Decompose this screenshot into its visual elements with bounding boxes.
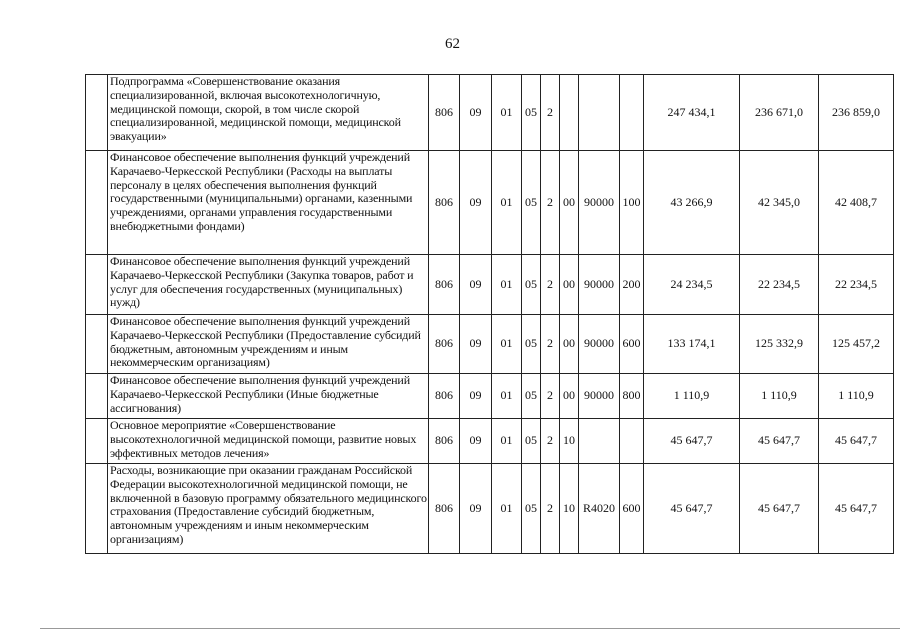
code-p1: 05: [522, 315, 541, 374]
code-gr: 806: [429, 374, 460, 419]
amount-year-2: 45 647,7: [740, 419, 819, 464]
table-row: [86, 151, 894, 255]
row-index-cell: [86, 151, 108, 255]
amount-year-1: 24 234,5: [644, 255, 740, 315]
code-vr: 100: [620, 151, 644, 255]
code-p2: 2: [541, 75, 560, 151]
table-row: [86, 419, 894, 464]
code-p2: 2: [541, 374, 560, 419]
table-row: [86, 255, 894, 315]
amount-year-3: 45 647,7: [819, 419, 894, 464]
code-p2: 2: [541, 255, 560, 315]
row-index-cell: [86, 315, 108, 374]
code-p2: 2: [541, 315, 560, 374]
item-name: Финансовое обеспечение выполнения функций учреждений Карачаево-Черкесской Республики (Закупка товаров, работ и услуг для обеспечения государственных (муниципальных) нужд): [108, 255, 429, 315]
amount-year-1: 133 174,1: [644, 315, 740, 374]
code-p2: 2: [541, 151, 560, 255]
code-vr: 600: [620, 315, 644, 374]
code-gr: 806: [429, 464, 460, 554]
budget-table: [85, 74, 894, 554]
amount-year-2: 45 647,7: [740, 464, 819, 554]
amount-year-2: 22 234,5: [740, 255, 819, 315]
amount-year-1: 45 647,7: [644, 464, 740, 554]
item-name: Основное мероприятие «Совершенствование высокотехнологичной медицинской помощи, развитие новых эффективных методов лечения»: [108, 419, 429, 464]
amount-year-3: 1 110,9: [819, 374, 894, 419]
code-p3: 10: [560, 464, 579, 554]
amount-year-1: 1 110,9: [644, 374, 740, 419]
code-p4: R4020: [579, 464, 620, 554]
item-name: Расходы, возникающие при оказании гражданам Российской Федерации высокотехнологичной медицинской помощи, не включенной в базовую программу обязательного медицинского страхования (Предоставление субсидий бюджетным, автономным учреждениям и иным некоммерческим организациям): [108, 464, 429, 554]
row-index-cell: [86, 419, 108, 464]
page-bottom-rule: [40, 628, 900, 629]
table-row: [86, 315, 894, 374]
row-index-cell: [86, 464, 108, 554]
amount-year-2: 236 671,0: [740, 75, 819, 151]
row-index-cell: [86, 374, 108, 419]
code-rz: 09: [460, 374, 492, 419]
code-gr: 806: [429, 419, 460, 464]
item-name: Подпрограмма «Совершенствование оказания специализированной, включая высокотехнологичную, медицинской помощи, скорой, в том числе скорой специализированной, медицинской помощи, медицинской эвакуации»: [108, 75, 429, 151]
item-name: Финансовое обеспечение выполнения функций учреждений Карачаево-Черкесской Республики (Иные бюджетные ассигнования): [108, 374, 429, 419]
code-vr: [620, 75, 644, 151]
code-vr: 600: [620, 464, 644, 554]
code-gr: 806: [429, 151, 460, 255]
code-pr: 01: [492, 464, 522, 554]
page-number: 62: [445, 36, 460, 52]
code-rz: 09: [460, 151, 492, 255]
code-p1: 05: [522, 464, 541, 554]
amount-year-3: 125 457,2: [819, 315, 894, 374]
code-gr: 806: [429, 315, 460, 374]
code-p2: 2: [541, 464, 560, 554]
code-p1: 05: [522, 75, 541, 151]
table-row: [86, 374, 894, 419]
code-vr: 800: [620, 374, 644, 419]
table-row: [86, 464, 894, 554]
item-name: Финансовое обеспечение выполнения функций учреждений Карачаево-Черкесской Республики (Предоставление субсидий бюджетным, автономным учреждениям и иным некоммерческим организациям): [108, 315, 429, 374]
code-p1: 05: [522, 151, 541, 255]
code-p4: 90000: [579, 374, 620, 419]
code-p3: 00: [560, 151, 579, 255]
amount-year-3: 42 408,7: [819, 151, 894, 255]
code-p3: 10: [560, 419, 579, 464]
code-rz: 09: [460, 75, 492, 151]
code-rz: 09: [460, 315, 492, 374]
code-vr: [620, 419, 644, 464]
amount-year-3: 236 859,0: [819, 75, 894, 151]
code-p1: 05: [522, 419, 541, 464]
table-row: [86, 75, 894, 151]
code-pr: 01: [492, 255, 522, 315]
item-name: Финансовое обеспечение выполнения функций учреждений Карачаево-Черкесской Республики (Расходы на выплаты персоналу в целях обеспечения выполнения функций государственными (муниципальными) органами, казенными учреждениями, органами управления государственными внебюджетными фондами): [108, 151, 429, 255]
code-p3: [560, 75, 579, 151]
code-pr: 01: [492, 315, 522, 374]
row-index-cell: [86, 255, 108, 315]
code-p3: 00: [560, 315, 579, 374]
code-p3: 00: [560, 374, 579, 419]
amount-year-3: 45 647,7: [819, 464, 894, 554]
amount-year-1: 45 647,7: [644, 419, 740, 464]
code-p4: 90000: [579, 315, 620, 374]
amount-year-1: 43 266,9: [644, 151, 740, 255]
row-index-cell: [86, 75, 108, 151]
code-pr: 01: [492, 151, 522, 255]
code-p3: 00: [560, 255, 579, 315]
code-p4: [579, 75, 620, 151]
code-rz: 09: [460, 464, 492, 554]
code-vr: 200: [620, 255, 644, 315]
code-p1: 05: [522, 374, 541, 419]
code-rz: 09: [460, 419, 492, 464]
code-p1: 05: [522, 255, 541, 315]
amount-year-2: 42 345,0: [740, 151, 819, 255]
code-p4: 90000: [579, 255, 620, 315]
code-pr: 01: [492, 419, 522, 464]
amount-year-2: 1 110,9: [740, 374, 819, 419]
amount-year-2: 125 332,9: [740, 315, 819, 374]
code-gr: 806: [429, 255, 460, 315]
code-rz: 09: [460, 255, 492, 315]
code-p4: 90000: [579, 151, 620, 255]
code-p2: 2: [541, 419, 560, 464]
code-p4: [579, 419, 620, 464]
amount-year-3: 22 234,5: [819, 255, 894, 315]
code-pr: 01: [492, 75, 522, 151]
amount-year-1: 247 434,1: [644, 75, 740, 151]
code-gr: 806: [429, 75, 460, 151]
code-pr: 01: [492, 374, 522, 419]
